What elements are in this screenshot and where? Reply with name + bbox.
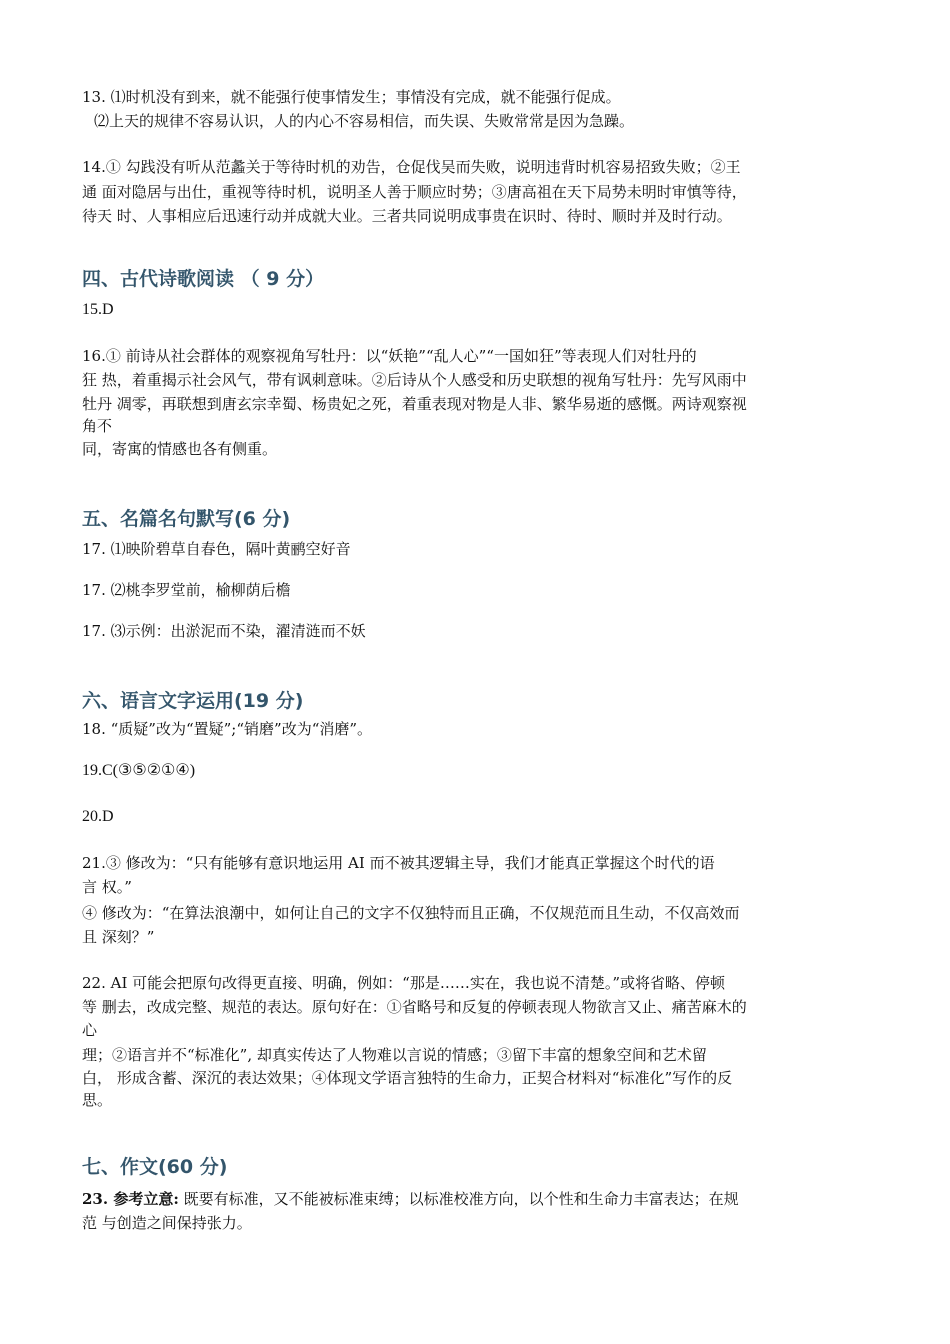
q14-line-1: 14.① 勾践没有听从范蠡关于等待时机的劝告，仓促伐吴而失败，说明违背时机容易招致失败；②王 (82, 158, 741, 176)
q16-line-2: 狂 热，着重揭示社会风气，带有讽刺意味。②后诗从个人感受和历史联想的视角写牡丹：先写风雨中 (82, 371, 747, 389)
q14-line-3: 待天 时、人事相应后迅速行动并成就大业。三者共同说明成事贵在识时、待时、顺时并及时行动。 (82, 207, 732, 225)
q23-line-2: 范 与创造之间保持张力。 (82, 1214, 252, 1232)
q13-line-2: ⑵上天的规律不容易认识，人的内心不容易相信，而失误、失败常常是因为急躁。 (94, 112, 635, 130)
q17-answer-3: 17. ⑶示例：出淤泥而不染，濯清涟而不妖 (82, 622, 366, 640)
q23-text: 既要有标准，又不能被标准束缚；以标准校准方向，以个性和生命力丰富表达；在规 (178, 1190, 739, 1208)
section-7-heading: 七、作文(60 分) (82, 1156, 228, 1178)
q23-line-1 (82, 1189, 739, 1209)
q19-answer: 19.C(③⑤②①④) (82, 762, 196, 779)
q14-line-2: 通 面对隐居与出仕，重视等待时机，说明圣人善于顺应时势；③唐高祖在天下局势未明时审慎等待， (82, 183, 747, 201)
q15-answer: 15.D (82, 301, 114, 318)
q16-line-3: 牡丹 凋零，再联想到唐玄宗幸蜀、杨贵妃之死，着重表现对物是人非、繁华易逝的感慨。两诗观察视 (82, 395, 747, 413)
q21-line-4: 且 深刻？” (82, 928, 155, 946)
q13-line-1: 13. ⑴时机没有到来，就不能强行使事情发生；事情没有完成，就不能强行促成。 (82, 88, 621, 106)
q22-line-1: 22. AI 可能会把原句改得更直接、明确，例如：“那是……实在，我也说不清楚。”或将省略、停顿 (82, 974, 725, 992)
q20-answer: 20.D (82, 808, 114, 825)
q21-line-2: 言 权。” (82, 878, 132, 896)
q23-label: 23. 参考立意: (82, 1190, 179, 1208)
q22-line-6: 思。 (82, 1091, 113, 1109)
q17-answer-2: 17. ⑵桃李罗堂前，榆柳荫后檐 (82, 581, 291, 599)
section-5-heading: 五、名篇名句默写(6 分) (82, 508, 291, 530)
q21-line-1: 21.③ 修改为：“只有能够有意识地运用 AI 而不被其逻辑主导，我们才能真正掌握这个时代的语 (82, 854, 715, 872)
q21-line-3: ④ 修改为：“在算法浪潮中，如何让自己的文字不仅独特而且正确，不仅规范而且生动，不仅高效而 (82, 904, 740, 922)
section-6-heading: 六、语言文字运用(19 分) (82, 690, 304, 712)
q22-line-2: 等 删去，改成完整、规范的表达。原句好在：①省略号和反复的停顿表现人物欲言又止、痛苦麻木的 (82, 998, 747, 1016)
q22-line-4: 理；②语言并不“标准化”, 却真实传达了人物难以言说的情感；③留下丰富的想象空间和艺术留 (82, 1046, 707, 1064)
q17-answer-1: 17. ⑴映阶碧草自春色，隔叶黄鹂空好音 (82, 540, 351, 558)
q16-line-4: 角不 (82, 417, 113, 435)
q18-answer: 18. “质疑”改为“置疑”;“销磨”改为“消磨”。 (82, 720, 373, 738)
q22-line-5: 白， 形成含蓄、深沉的表达效果；④体现文学语言独特的生命力，正契合材料对“标准化”写作的反 (82, 1069, 733, 1087)
q22-line-3: 心 (82, 1021, 98, 1039)
q16-line-5: 同，寄寓的情感也各有侧重。 (82, 440, 278, 458)
q16-line-1: 16.① 前诗从社会群体的观察视角写牡丹：以“妖艳”“乱人心”“一国如狂”等表现人们对牡丹的 (82, 347, 697, 365)
section-4-heading: 四、古代诗歌阅读 （ 9 分） (82, 268, 325, 290)
